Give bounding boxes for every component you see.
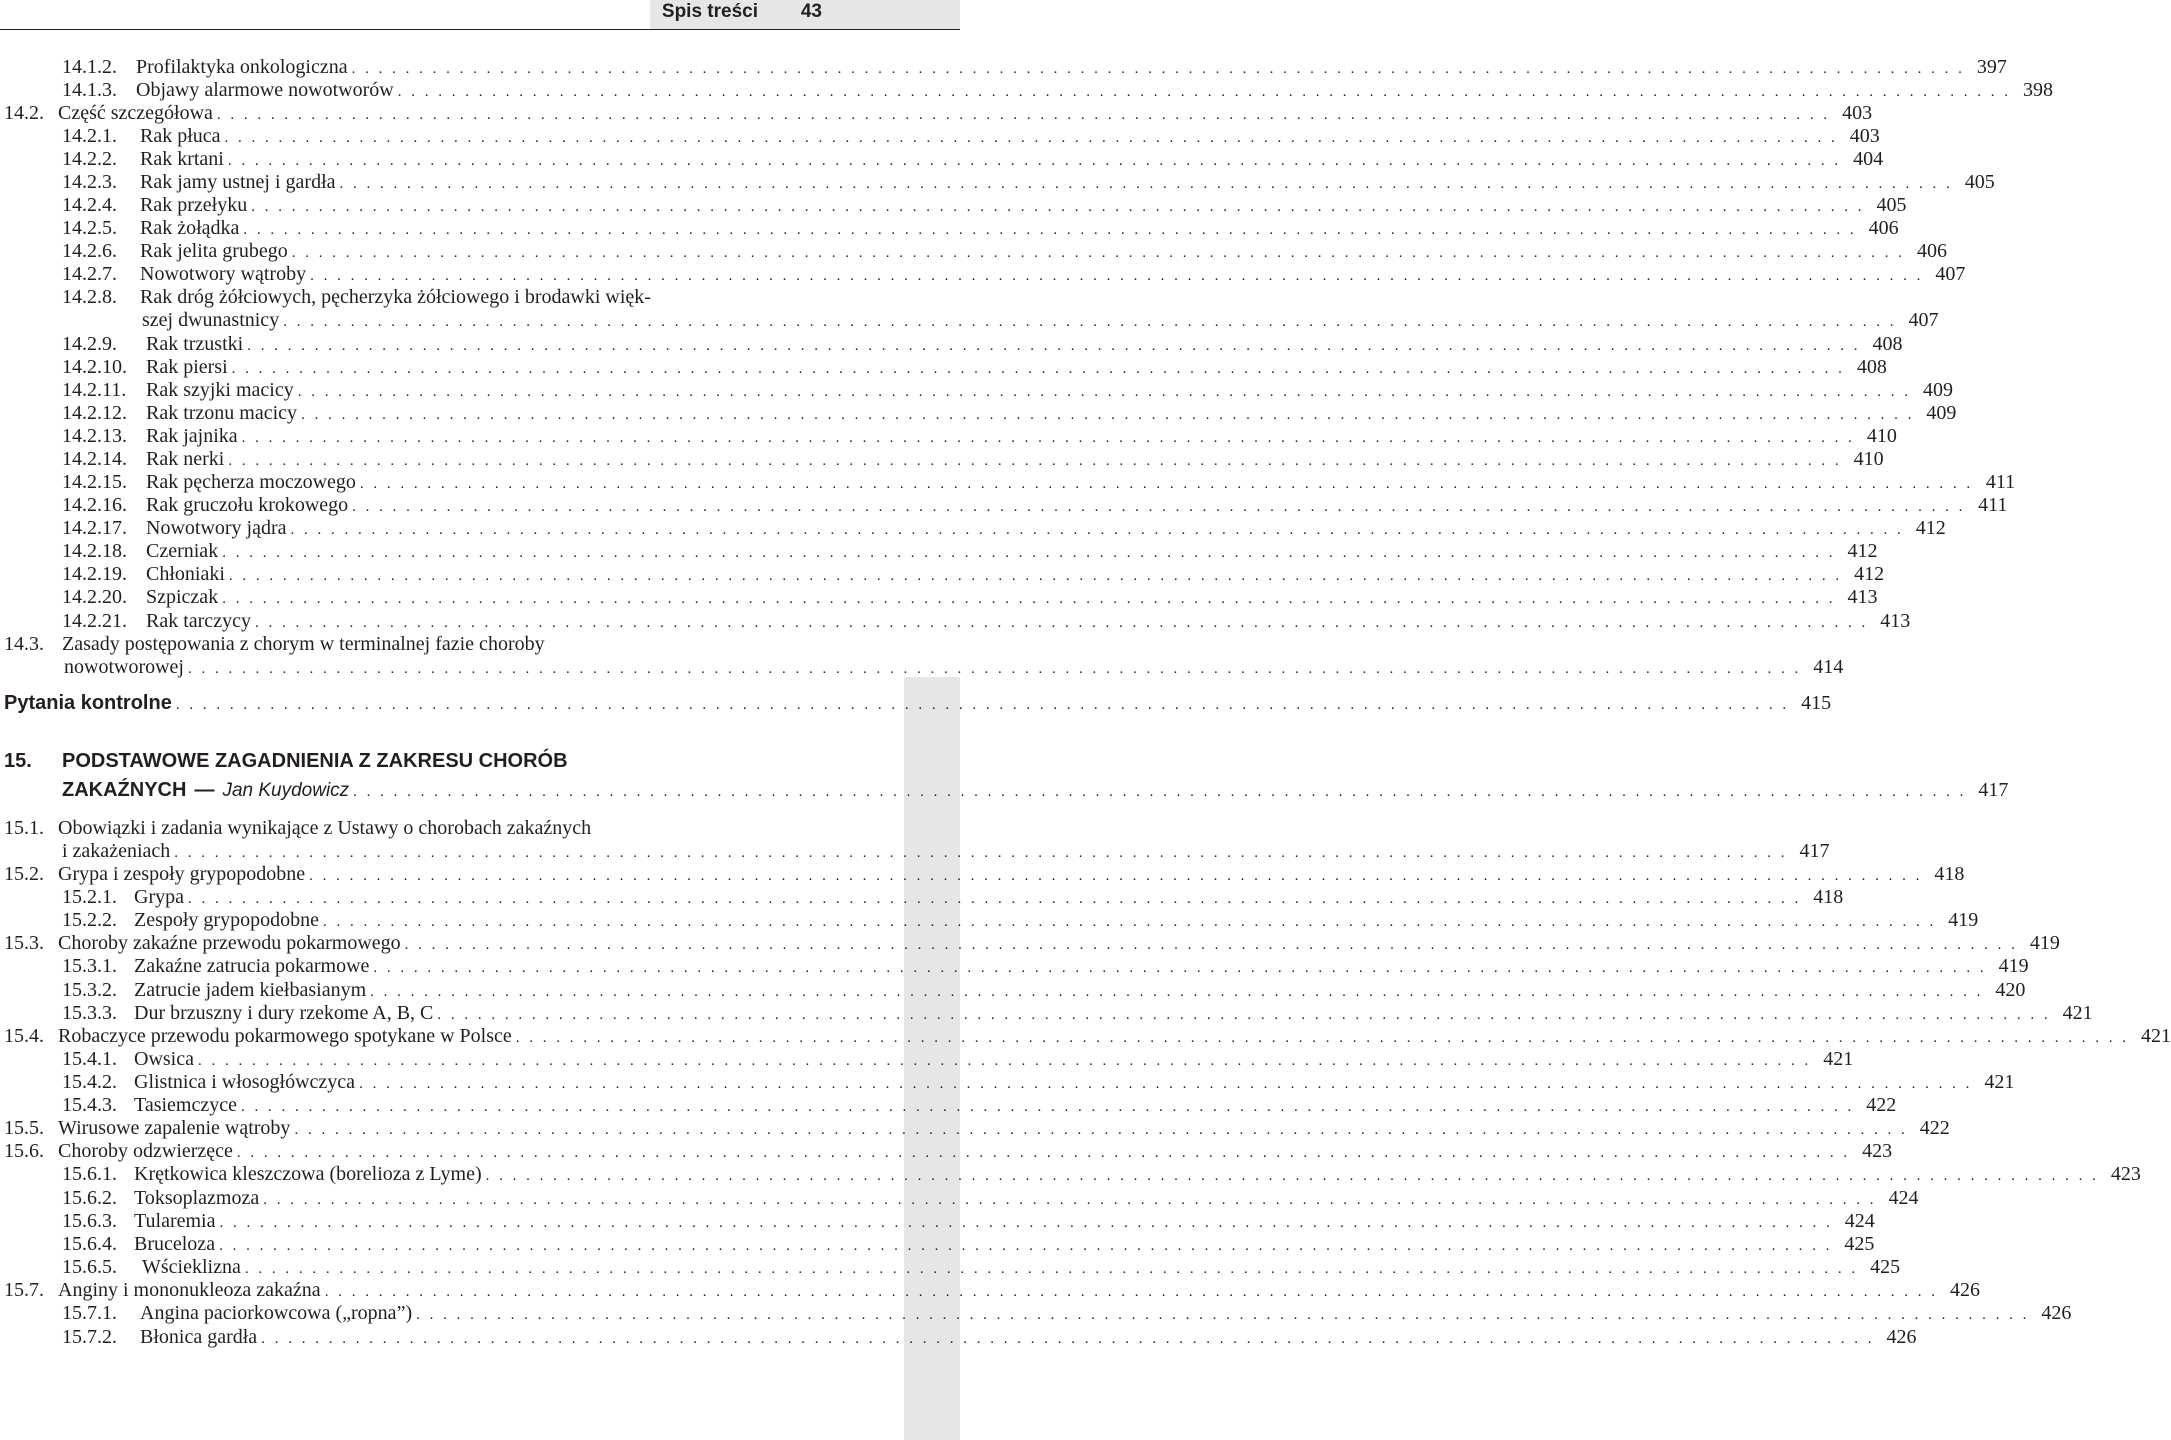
entry-page-number: 424: [1888, 1187, 1919, 1209]
entry-page-number: 421: [1984, 1071, 2015, 1093]
dot-leader: . . . . . . . . . . . . . . . . . . . . . . . . . . . . . . . . . . . . . . . . . . . . . . . . . . . . . . . . . . . . . . . . . . . . . . . . . . . . . . . . . . . . . . . . . . . . . . . . . . . . . . . . . . . . . . . . . . . . . . . .: [294, 1122, 1908, 1138]
entry-number: 15.6.: [4, 1140, 44, 1162]
entry-title: Angina paciorkowcowa („ropna”): [140, 1302, 413, 1324]
dot-leader: . . . . . . . . . . . . . . . . . . . . . . . . . . . . . . . . . . . . . . . . . . . . . . . . . . . . . . . . . . . . . . . . . . . . . . . . . . . . . . . . . . . . . . . . . . . . . . . . . . . . . . . . . . . . . . . . . . . . . . . .: [187, 891, 1802, 907]
chapter-author: Jan Kuydowicz: [222, 780, 350, 801]
dot-leader: . . . . . . . . . . . . . . . . . . . . . . . . . . . . . . . . . . . . . . . . . . . . . . . . . . . . . . . . . . . . . . . . . . . . . . . . . . . . . . . . . . . . . . . . . . . . . . . . . . . . . . . . . . . . . . . . . . . . . . . .: [219, 1215, 1833, 1231]
dot-leader: . . . . . . . . . . . . . . . . . . . . . . . . . . . . . . . . . . . . . . . . . . . . . . . . . . . . . . . . . . . . . . . . . . . . . . . . . . . . . . . . . . . . . . . . . . . . . . . . . . . . . . . . . . . . . . . . . . . . . . . .: [297, 384, 1911, 400]
entry-number: 15.7.2.: [62, 1326, 117, 1348]
entry-number: 15.4.3.: [62, 1094, 117, 1116]
entry-number: 14.2.15.: [62, 471, 127, 493]
entry-number: 14.2.12.: [62, 402, 127, 424]
entry-title: Owsica: [134, 1048, 194, 1070]
entry-title: Pytania kontrolne: [4, 692, 172, 714]
entry-title: Choroby zakaźne przewodu pokarmowego: [58, 932, 401, 954]
entry-page-number: 403: [1842, 102, 1873, 124]
entry-title: Zatrucie jadem kiełbasianym: [134, 979, 367, 1001]
entry-title-continuation: szej dwunastnicy: [142, 309, 280, 331]
entry-title: Szpiczak: [146, 586, 219, 608]
entry-page-number: 413: [1880, 610, 1911, 632]
entry-title: Rak jamy ustnej i gardła: [140, 171, 336, 193]
entry-number: 14.2.18.: [62, 540, 127, 562]
entry-number: 15.5.: [4, 1117, 44, 1139]
entry-number: 14.2.14.: [62, 448, 127, 470]
entry-number: 15.2.1.: [62, 886, 117, 908]
entry-title: Glistnica i włosogłówczyca: [134, 1071, 356, 1093]
entry-title: Tularemia: [134, 1210, 216, 1232]
entry-number: 15.2.2.: [62, 909, 117, 931]
dot-leader: . . . . . . . . . . . . . . . . . . . . . . . . . . . . . . . . . . . . . . . . . . . . . . . . . . . . . . . . . . . . . . . . . . . . . . . . . . . . . . . . . . . . . . . . . . . . . . . . . . . . . . . . . . . . . . . . . . . . . . . .: [339, 176, 1953, 192]
dot-leader: . . . . . . . . . . . . . . . . . . . . . . . . . . . . . . . . . . . . . . . . . . . . . . . . . . . . . . . . . . . . . . . . . . . . . . . . . . . . . . . . . . . . . . . . . . . . . . . . . . . . . . . . . . . . . . . . . . . . . . . .: [197, 1053, 1812, 1069]
entry-title: Chłoniaki: [146, 563, 225, 585]
entry-number: 14.2.8.: [62, 286, 117, 308]
dot-leader: . . . . . . . . . . . . . . . . . . . . . . . . . . . . . . . . . . . . . . . . . . . . . . . . . . . . . . . . . . . . . . . . . . . . . . . . . . . . . . . . . . . . . . . . . . . . . . . . . . . . . . . . . . . . . . . . . . . . . . . .: [416, 1307, 2030, 1323]
dot-leader: . . . . . . . . . . . . . . . . . . . . . . . . . . . . . . . . . . . . . . . . . . . . . . . . . . . . . . . . . . . . . . . . . . . . . . . . . . . . . . . . . . . . . . . . . . . . . . . . . . . . . . . . . . . . . . . . . . . . . . . .: [485, 1168, 2099, 1184]
entry-number: 14.2.16.: [62, 494, 127, 516]
entry-title: Nowotwory jądra: [146, 517, 287, 539]
dot-leader: . . . . . . . . . . . . . . . . . . . . . . . . . . . . . . . . . . . . . . . . . . . . . . . . . . . . . . . . . . . . . . . . . . . . . . . . . . . . . . . . . . . . . . . . . . . . . . . . . . . . . . . . . . . . . . . . . . . . . . . .: [241, 430, 1855, 446]
entry-page-number: 405: [1876, 194, 1907, 216]
dot-leader: . . . . . . . . . . . . . . . . . . . . . . . . . . . . . . . . . . . . . . . . . . . . . . . . . . . . . . . . . . . . . . . . . . . . . . . . . . . . . . . . . . . . . . . . . . . . . . . . . . . . . . . . . . . . . . . . . . . . . . . .: [228, 568, 1843, 584]
entry-page-number: 423: [1862, 1140, 1893, 1162]
entry-page-number: 404: [1853, 148, 1884, 170]
entry-title: Rak tarczycy: [146, 610, 251, 632]
entry-title: Tasiemczyce: [134, 1094, 237, 1116]
entry-page-number: 409: [1926, 402, 1957, 424]
dot-leader: . . . . . . . . . . . . . . . . . . . . . . . . . . . . . . . . . . . . . . . . . . . . . . . . . . . . . . . . . . . . . . . . . . . . . . . . . . . . . . . . . . . . . . . . . . . . . . . . . . . . . . . . . . . . . . . . . . . . . . . .: [247, 338, 1861, 354]
entry-number: 14.2.1.: [62, 125, 117, 147]
entry-number: 15.3.: [4, 932, 44, 954]
entry-title: Toksoplazmoza: [134, 1187, 260, 1209]
dot-leader: . . . . . . . . . . . . . . . . . . . . . . . . . . . . . . . . . . . . . . . . . . . . . . . . . . . . . . . . . . . . . . . . . . . . . . . . . . . . . . . . . . . . . . . . . . . . . . . . . . . . . . . . . . . . . . . . . . . . . . . .: [222, 545, 1836, 561]
entry-page-number: 421: [2062, 1002, 2093, 1024]
dot-leader: . . . . . . . . . . . . . . . . . . . . . . . . . . . . . . . . . . . . . . . . . . . . . . . . . . . . . . . . . . . . . . . . . . . . . . . . . . . . . . . . . . . . . . . . . . . . . . . . . . . . . . . . . . . . . . . . . . . . . . . .: [309, 868, 1923, 884]
entry-title: Rak jajnika: [146, 425, 238, 447]
entry-title-continuation: ZAKAŹNYCH: [62, 779, 187, 801]
entry-page-number: 421: [1823, 1048, 1854, 1070]
entry-number: 14.2.6.: [62, 240, 117, 262]
entry-page-number: 413: [1847, 586, 1878, 608]
entry-page-number: 414: [1813, 656, 1844, 678]
dot-leader: . . . . . . . . . . . . . . . . . . . . . . . . . . . . . . . . . . . . . . . . . . . . . . . . . . . . . . . . . . . . . . . . . . . . . . . . . . . . . . . . . . . . . . . . . . . . . . . . . . . . . . . . . . . . . . . . . . . . . . . .: [216, 107, 1831, 123]
entry-number: 15.4.2.: [62, 1071, 117, 1093]
entry-title: Wirusowe zapalenie wątroby: [58, 1117, 291, 1139]
dot-leader: . . . . . . . . . . . . . . . . . . . . . . . . . . . . . . . . . . . . . . . . . . . . . . . . . . . . . . . . . . . . . . . . . . . . . . . . . . . . . . . . . . . . . . . . . . . . . . . . . . . . . . . . . . . . . . . . . . . . . . . .: [222, 591, 1836, 607]
entry-number: 15.4.: [4, 1025, 44, 1047]
entry-page-number: 412: [1847, 540, 1878, 562]
dot-leader: . . . . . . . . . . . . . . . . . . . . . . . . . . . . . . . . . . . . . . . . . . . . . . . . . . . . . . . . . . . . . . . . . . . . . . . . . . . . . . . . . . . . . . . . . . . . . . . . . . . . . . . . . . . . . . . . . . . . . . . .: [310, 268, 1924, 284]
entry-page-number: 426: [2041, 1302, 2072, 1324]
entry-page-number: 405: [1964, 171, 1995, 193]
entry-page-number: 422: [1866, 1094, 1897, 1116]
dot-leader: . . . . . . . . . . . . . . . . . . . . . . . . . . . . . . . . . . . . . . . . . . . . . . . . . . . . . . . . . . . . . . . . . . . . . . . . . . . . . . . . . . . . . . . . . . . . . . . . . . . . . . . . . . . . . . . . . . . . . . . .: [437, 1007, 2051, 1023]
entry-number: 14.2.13.: [62, 425, 127, 447]
entry-title: Wścieklizna: [142, 1256, 241, 1278]
dot-leader: . . . . . . . . . . . . . . . . . . . . . . . . . . . . . . . . . . . . . . . . . . . . . . . . . . . . . . . . . . . . . . . . . . . . . . . . . . . . . . . . . . . . . . . . . . . . . . . . . . . . . . . . . . . . . . . . . . . . . . . .: [353, 784, 1967, 800]
dot-leader: . . . . . . . . . . . . . . . . . . . . . . . . . . . . . . . . . . . . . . . . . . . . . . . . . . . . . . . . . . . . . . . . . . . . . . . . . . . . . . . . . . . . . . . . . . . . . . . . . . . . . . . . . . . . . . . . . . . . . . . .: [251, 199, 1865, 215]
entry-page-number: 421: [2141, 1025, 2171, 1047]
entry-title: Rak żołądka: [140, 217, 240, 239]
entry-number: 15.4.1.: [62, 1048, 117, 1070]
entry-page-number: 411: [1978, 494, 2008, 516]
entry-title: Rak przełyku: [140, 194, 248, 216]
dot-leader: . . . . . . . . . . . . . . . . . . . . . . . . . . . . . . . . . . . . . . . . . . . . . . . . . . . . . . . . . . . . . . . . . . . . . . . . . . . . . . . . . . . . . . . . . . . . . . . . . . . . . . . . . . . . . . . . . . . . . . . .: [187, 661, 1802, 677]
entry-title: Krętkowica kleszczowa (borelioza z Lyme): [134, 1163, 482, 1185]
entry-title: Profilaktyka onkologiczna: [136, 56, 348, 78]
entry-number: 14.2.3.: [62, 171, 117, 193]
entry-number: 14.2.20.: [62, 586, 127, 608]
entry-title: Choroby odzwierzęce: [58, 1140, 233, 1162]
running-head-title: Spis treści: [661, 1, 758, 22]
dot-leader: . . . . . . . . . . . . . . . . . . . . . . . . . . . . . . . . . . . . . . . . . . . . . . . . . . . . . . . . . . . . . . . . . . . . . . . . . . . . . . . . . . . . . . . . . . . . . . . . . . . . . . . . . . . . . . . . . . . . . . . .: [404, 937, 2018, 953]
page-number: 43: [800, 1, 822, 22]
entry-page-number: 408: [1856, 356, 1887, 378]
entry-number: 14.2.4.: [62, 194, 117, 216]
entry-title: Błonica gardła: [140, 1326, 258, 1348]
entry-title-continuation: nowotworowej: [64, 656, 184, 678]
dot-leader: . . . . . . . . . . . . . . . . . . . . . . . . . . . . . . . . . . . . . . . . . . . . . . . . . . . . . . . . . . . . . . . . . . . . . . . . . . . . . . . . . . . . . . . . . . . . . . . . . . . . . . . . . . . . . . . . . . . . . . . .: [373, 960, 1987, 976]
entry-number: 15.6.3.: [62, 1210, 117, 1232]
entry-title: Obowiązki i zadania wynikające z Ustawy o chorobach zakaźnych: [58, 817, 592, 839]
entry-page-number: 397: [1976, 56, 2007, 78]
entry-number: 15.1.: [4, 817, 44, 839]
dot-leader: . . . . . . . . . . . . . . . . . . . . . . . . . . . . . . . . . . . . . . . . . . . . . . . . . . . . . . . . . . . . . . . . . . . . . . . . . . . . . . . . . . . . . . . . . . . . . . . . . . . . . . . . . . . . . . . . . . . . . . . .: [290, 522, 1904, 538]
dot-leader: . . . . . . . . . . . . . . . . . . . . . . . . . . . . . . . . . . . . . . . . . . . . . . . . . . . . . . . . . . . . . . . . . . . . . . . . . . . . . . . . . . . . . . . . . . . . . . . . . . . . . . . . . . . . . . . . . . . . . . . .: [283, 314, 1897, 330]
entry-number: 14.2.19.: [62, 563, 127, 585]
entry-title: Zasady postępowania z chorym w terminalnej fazie choroby: [62, 633, 545, 655]
entry-page-number: 415: [1801, 692, 1832, 714]
entry-page-number: 406: [1868, 217, 1899, 239]
entry-page-number: 422: [1919, 1117, 1950, 1139]
entry-title: Rak trzustki: [146, 333, 244, 355]
entry-number: 14.2.: [4, 102, 44, 124]
entry-title: Grypa: [134, 886, 184, 908]
entry-title: Zakaźne zatrucia pokarmowe: [134, 955, 370, 977]
entry-number: 14.2.21.: [62, 610, 127, 632]
dot-leader: . . . . . . . . . . . . . . . . . . . . . . . . . . . . . . . . . . . . . . . . . . . . . . . . . . . . . . . . . . . . . . . . . . . . . . . . . . . . . . . . . . . . . . . . . . . . . . . . . . . . . . . . . . . . . . . . . . . . . . . .: [359, 476, 1974, 492]
entry-number: 14.2.5.: [62, 217, 117, 239]
entry-title: Objawy alarmowe nowotworów: [136, 79, 394, 101]
entry-number: 15.2.: [4, 863, 44, 885]
dot-leader: . . . . . . . . . . . . . . . . . . . . . . . . . . . . . . . . . . . . . . . . . . . . . . . . . . . . . . . . . . . . . . . . . . . . . . . . . . . . . . . . . . . . . . . . . . . . . . . . . . . . . . . . . . . . . . . . . . . . . . . .: [322, 914, 1937, 930]
dot-leader: . . . . . . . . . . . . . . . . . . . . . . . . . . . . . . . . . . . . . . . . . . . . . . . . . . . . . . . . . . . . . . . . . . . . . . . . . . . . . . . . . . . . . . . . . . . . . . . . . . . . . . . . . . . . . . . . . . . . . . . .: [515, 1030, 2129, 1046]
entry-title: Rak dróg żółciowych, pęcherzyka żółciowego i brodawki więk-: [140, 286, 651, 308]
entry-title: Rak pęcherza moczowego: [146, 471, 356, 493]
entry-number: 15.7.1.: [62, 1302, 117, 1324]
dot-leader: . . . . . . . . . . . . . . . . . . . . . . . . . . . . . . . . . . . . . . . . . . . . . . . . . . . . . . . . . . . . . . . . . . . . . . . . . . . . . . . . . . . . . . . . . . . . . . . . . . . . . . . . . . . . . . . . . . . . . . . .: [370, 984, 1984, 1000]
entry-page-number: 419: [1948, 909, 1979, 931]
entry-page-number: 418: [1813, 886, 1844, 908]
entry-title: Robaczyce przewodu pokarmowego spotykane w Polsce: [58, 1025, 512, 1047]
dot-leader: . . . . . . . . . . . . . . . . . . . . . . . . . . . . . . . . . . . . . . . . . . . . . . . . . . . . . . . . . . . . . . . . . . . . . . . . . . . . . . . . . . . . . . . . . . . . . . . . . . . . . . . . . . . . . . . . . . . . . . . .: [324, 1284, 1938, 1300]
entry-page-number: 418: [1934, 863, 1965, 885]
entry-title: Anginy i mononukleoza zakaźna: [58, 1279, 321, 1301]
entry-page-number: 410: [1866, 425, 1897, 447]
dot-leader: . . . . . . . . . . . . . . . . . . . . . . . . . . . . . . . . . . . . . . . . . . . . . . . . . . . . . . . . . . . . . . . . . . . . . . . . . . . . . . . . . . . . . . . . . . . . . . . . . . . . . . . . . . . . . . . . . . . . . . . .: [174, 845, 1788, 861]
entry-page-number: 424: [1844, 1210, 1875, 1232]
dot-leader: . . . . . . . . . . . . . . . . . . . . . . . . . . . . . . . . . . . . . . . . . . . . . . . . . . . . . . . . . . . . . . . . . . . . . . . . . . . . . . . . . . . . . . . . . . . . . . . . . . . . . . . . . . . . . . . . . . . . . . . .: [243, 222, 1857, 238]
entry-title: Część szczegółowa: [58, 102, 213, 124]
dot-leader: . . . . . . . . . . . . . . . . . . . . . . . . . . . . . . . . . . . . . . . . . . . . . . . . . . . . . . . . . . . . . . . . . . . . . . . . . . . . . . . . . . . . . . . . . . . . . . . . . . . . . . . . . . . . . . . . . . . . . . . .: [254, 615, 1869, 631]
entry-title-continuation: i zakażeniach: [62, 840, 171, 862]
entry-title: Rak płuca: [140, 125, 221, 147]
dot-leader: . . . . . . . . . . . . . . . . . . . . . . . . . . . . . . . . . . . . . . . . . . . . . . . . . . . . . . . . . . . . . . . . . . . . . . . . . . . . . . . . . . . . . . . . . . . . . . . . . . . . . . . . . . . . . . . . . . . . . . . .: [240, 1099, 1855, 1115]
dot-leader: . . . . . . . . . . . . . . . . . . . . . . . . . . . . . . . . . . . . . . . . . . . . . . . . . . . . . . . . . . . . . . . . . . . . . . . . . . . . . . . . . . . . . . . . . . . . . . . . . . . . . . . . . . . . . . . . . . . . . . . .: [224, 130, 1838, 146]
entry-page-number: 412: [1915, 517, 1946, 539]
entry-title: Czerniak: [146, 540, 219, 562]
entry-title: Rak piersi: [146, 356, 228, 378]
entry-page-number: 409: [1922, 379, 1953, 401]
entry-title: Rak trzonu macicy: [146, 402, 298, 424]
entry-number: 14.2.7.: [62, 263, 117, 285]
entry-page-number: 411: [1985, 471, 2016, 493]
entry-number: 15.6.4.: [62, 1233, 117, 1255]
entry-page-number: 403: [1849, 125, 1880, 147]
dot-leader: . . . . . . . . . . . . . . . . . . . . . . . . . . . . . . . . . . . . . . . . . . . . . . . . . . . . . . . . . . . . . . . . . . . . . . . . . . . . . . . . . . . . . . . . . . . . . . . . . . . . . . . . . . . . . . . . . . . . . . . .: [244, 1261, 1859, 1277]
entry-title: Dur brzuszny i dury rzekome A, B, C: [134, 1002, 434, 1024]
entry-number: 14.2.10.: [62, 356, 127, 378]
entry-number: 14.2.11.: [62, 379, 127, 401]
entry-number: 15.: [4, 750, 32, 772]
dot-leader: . . . . . . . . . . . . . . . . . . . . . . . . . . . . . . . . . . . . . . . . . . . . . . . . . . . . . . . . . . . . . . . . . . . . . . . . . . . . . . . . . . . . . . . . . . . . . . . . . . . . . . . . . . . . . . . . . . . . . . . .: [301, 407, 1915, 423]
entry-page-number: 426: [1886, 1326, 1917, 1348]
entry-number: 14.2.17.: [62, 517, 127, 539]
dot-leader: . . . . . . . . . . . . . . . . . . . . . . . . . . . . . . . . . . . . . . . . . . . . . . . . . . . . . . . . . . . . . . . . . . . . . . . . . . . . . . . . . . . . . . . . . . . . . . . . . . . . . . . . . . . . . . . . . . . . . . . .: [219, 1238, 1833, 1254]
entry-page-number: 406: [1916, 240, 1947, 262]
entry-title: Rak gruczołu krokowego: [146, 494, 349, 516]
dot-leader: . . . . . . . . . . . . . . . . . . . . . . . . . . . . . . . . . . . . . . . . . . . . . . . . . . . . . . . . . . . . . . . . . . . . . . . . . . . . . . . . . . . . . . . . . . . . . . . . . . . . . . . . . . . . . . . . . . . . . . . .: [351, 61, 1965, 77]
dot-leader: . . . . . . . . . . . . . . . . . . . . . . . . . . . . . . . . . . . . . . . . . . . . . . . . . . . . . . . . . . . . . . . . . . . . . . . . . . . . . . . . . . . . . . . . . . . . . . . . . . . . . . . . . . . . . . . . . . . . . . . .: [261, 1331, 1875, 1347]
entry-page-number: 419: [1998, 955, 2029, 977]
entry-page-number: 419: [2029, 932, 2060, 954]
entry-number: 15.3.2.: [62, 979, 117, 1001]
entry-number: 15.6.2.: [62, 1187, 117, 1209]
entry-number: 15.7.: [4, 1279, 44, 1301]
entry-number: 15.3.1.: [62, 955, 117, 977]
entry-page-number: 425: [1870, 1256, 1901, 1278]
dot-leader: . . . . . . . . . . . . . . . . . . . . . . . . . . . . . . . . . . . . . . . . . . . . . . . . . . . . . . . . . . . . . . . . . . . . . . . . . . . . . . . . . . . . . . . . . . . . . . . . . . . . . . . . . . . . . . . . . . . . . . . .: [236, 1145, 1851, 1161]
em-dash: —: [194, 779, 215, 801]
entry-title: Rak nerki: [146, 448, 225, 470]
dot-leader: . . . . . . . . . . . . . . . . . . . . . . . . . . . . . . . . . . . . . . . . . . . . . . . . . . . . . . . . . . . . . . . . . . . . . . . . . . . . . . . . . . . . . . . . . . . . . . . . . . . . . . . . . . . . . . . . . . . . . . . .: [291, 245, 1905, 261]
dot-leader: . . . . . . . . . . . . . . . . . . . . . . . . . . . . . . . . . . . . . . . . . . . . . . . . . . . . . . . . . . . . . . . . . . . . . . . . . . . . . . . . . . . . . . . . . . . . . . . . . . . . . . . . . . . . . . . . . . . . . . . .: [228, 453, 1842, 469]
dot-leader: . . . . . . . . . . . . . . . . . . . . . . . . . . . . . . . . . . . . . . . . . . . . . . . . . . . . . . . . . . . . . . . . . . . . . . . . . . . . . . . . . . . . . . . . . . . . . . . . . . . . . . . . . . . . . . . . . . . . . . . .: [227, 153, 1842, 169]
entry-number: 14.3.: [4, 633, 44, 655]
entry-page-number: 398: [2022, 79, 2053, 101]
entry-title: Rak szyjki macicy: [146, 379, 294, 401]
entry-title: Rak jelita grubego: [140, 240, 288, 262]
dot-leader: . . . . . . . . . . . . . . . . . . . . . . . . . . . . . . . . . . . . . . . . . . . . . . . . . . . . . . . . . . . . . . . . . . . . . . . . . . . . . . . . . . . . . . . . . . . . . . . . . . . . . . . . . . . . . . . . . . . . . . . .: [397, 84, 2011, 100]
entry-page-number: 420: [1995, 979, 2026, 1001]
entry-page-number: 407: [1908, 309, 1939, 331]
entry-title: Rak krtani: [140, 148, 224, 170]
entry-page-number: 407: [1935, 263, 1966, 285]
entry-page-number: 417: [1799, 840, 1830, 862]
entry-page-number: 423: [2110, 1163, 2141, 1185]
entry-page-number: 425: [1844, 1233, 1875, 1255]
entry-page-number: 426: [1949, 1279, 1980, 1301]
entry-number: 14.1.2.: [62, 56, 117, 78]
entry-title: Bruceloza: [134, 1233, 216, 1255]
entry-number: 15.6.1.: [62, 1163, 117, 1185]
entry-page-number: 412: [1854, 563, 1885, 585]
dot-leader: . . . . . . . . . . . . . . . . . . . . . . . . . . . . . . . . . . . . . . . . . . . . . . . . . . . . . . . . . . . . . . . . . . . . . . . . . . . . . . . . . . . . . . . . . . . . . . . . . . . . . . . . . . . . . . . . . . . . . . . .: [359, 1076, 1973, 1092]
entry-number: 15.6.5.: [62, 1256, 117, 1278]
entry-title: PODSTAWOWE ZAGADNIENIA Z ZAKRESU CHORÓB: [62, 750, 568, 772]
dot-leader: . . . . . . . . . . . . . . . . . . . . . . . . . . . . . . . . . . . . . . . . . . . . . . . . . . . . . . . . . . . . . . . . . . . . . . . . . . . . . . . . . . . . . . . . . . . . . . . . . . . . . . . . . . . . . . . . . . . . . . . .: [263, 1192, 1877, 1208]
entry-number: 15.3.3.: [62, 1002, 117, 1024]
entry-page-number: 408: [1872, 333, 1903, 355]
entry-page-number: 417: [1978, 779, 2009, 801]
entry-title: Nowotwory wątroby: [140, 263, 307, 285]
entry-page-number: 410: [1853, 448, 1884, 470]
entry-number: 14.2.9.: [62, 333, 117, 355]
entry-title: Zespoły grypopodobne: [134, 909, 319, 931]
dot-leader: . . . . . . . . . . . . . . . . . . . . . . . . . . . . . . . . . . . . . . . . . . . . . . . . . . . . . . . . . . . . . . . . . . . . . . . . . . . . . . . . . . . . . . . . . . . . . . . . . . . . . . . . . . . . . . . . . . . . . . . .: [352, 499, 1966, 515]
entry-title: Grypa i zespoły grypopodobne: [58, 863, 306, 885]
dot-leader: . . . . . . . . . . . . . . . . . . . . . . . . . . . . . . . . . . . . . . . . . . . . . . . . . . . . . . . . . . . . . . . . . . . . . . . . . . . . . . . . . . . . . . . . . . . . . . . . . . . . . . . . . . . . . . . . . . . . . . . .: [231, 361, 1845, 377]
entry-number: 14.1.3.: [62, 79, 117, 101]
dot-leader: . . . . . . . . . . . . . . . . . . . . . . . . . . . . . . . . . . . . . . . . . . . . . . . . . . . . . . . . . . . . . . . . . . . . . . . . . . . . . . . . . . . . . . . . . . . . . . . . . . . . . . . . . . . . . . . . . . . . . . . .: [175, 697, 1790, 713]
entry-number: 14.2.2.: [62, 148, 117, 170]
